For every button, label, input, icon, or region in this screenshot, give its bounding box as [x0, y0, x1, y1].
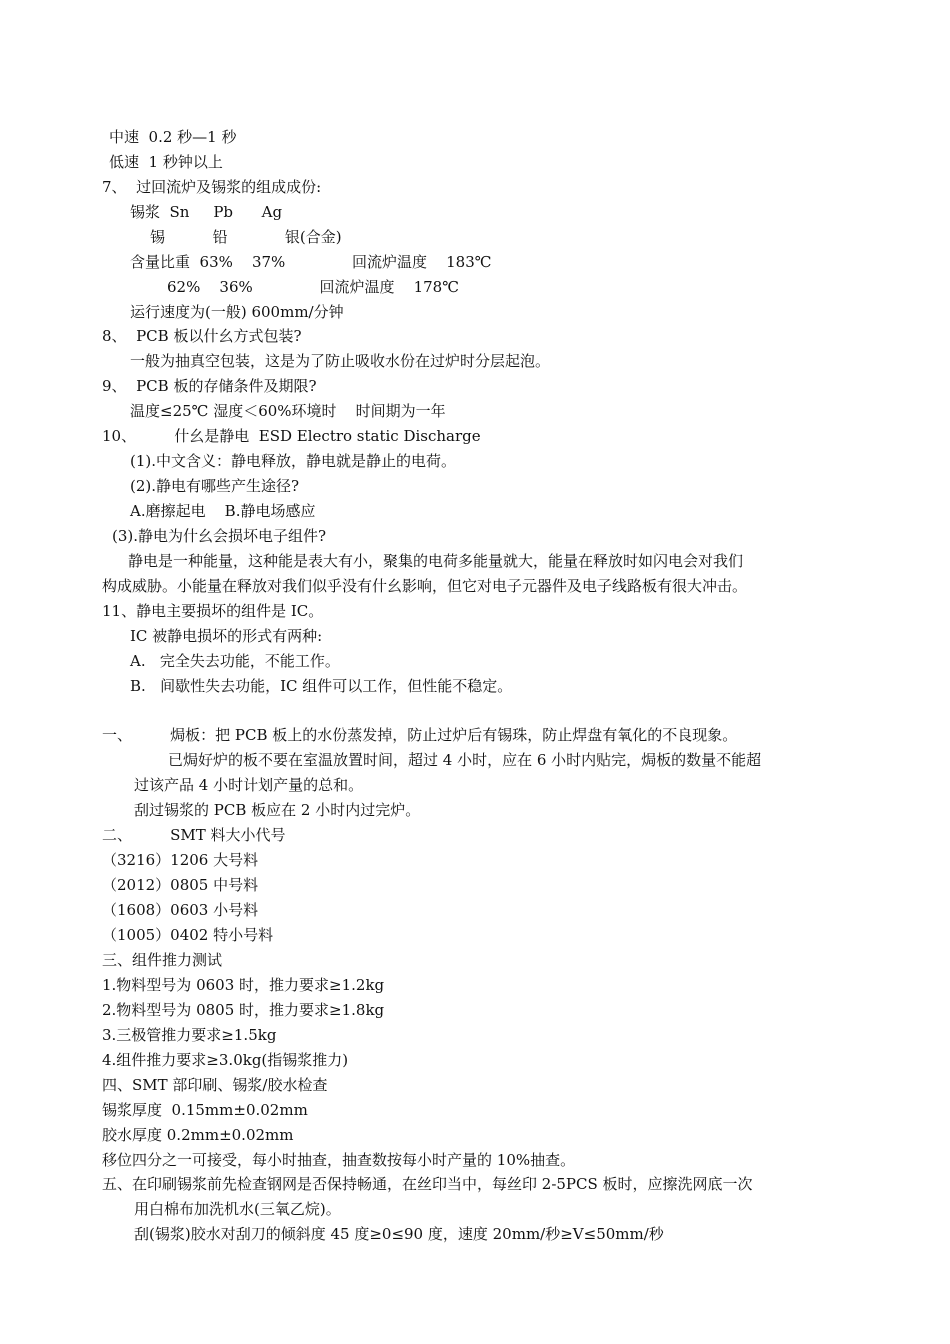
section-heading: 11、静电主要损坏的组件是 IC。 — [102, 602, 324, 620]
section-heading: 二、 SMT 料大小代号 — [102, 826, 286, 844]
list-item: （1005）0402 特小号料 — [102, 926, 274, 944]
text-line: 温度≤25℃ 湿度＜60%环境时 时间期为一年 — [130, 402, 446, 420]
paragraph-line: 静电是一种能量，这种能是表大有小，聚集的电荷多能量就大，能量在释放时如闪电会对我们 — [128, 552, 744, 570]
text-line: (3).静电为什幺会损坏电子组件? — [112, 527, 327, 545]
section-heading: 9、 PCB 板的存储条件及期限? — [102, 377, 317, 395]
paragraph-line: 过该产品 4 小时计划产量的总和。 — [134, 776, 364, 794]
list-item: （1608）0603 小号料 — [102, 901, 259, 919]
text-line: 锡 铅 银(合金) — [150, 228, 342, 246]
paragraph-line: 已焗好炉的板不要在室温放置时间，超过 4 小时，应在 6 小时内贴完，焗板的数量不能超 — [168, 751, 762, 769]
text-line: (1).中文含义：静电释放，静电就是静止的电荷。 — [130, 452, 457, 470]
text-line: IC 被静电损坏的形式有两种: — [130, 627, 323, 645]
list-item: （3216）1206 大号料 — [102, 851, 259, 869]
list-item: 1.物料型号为 0603 时，推力要求≥1.2kg — [102, 976, 385, 994]
text-line: A.磨擦起电 B.静电场感应 — [130, 502, 316, 520]
section-heading: 7、 过回流炉及锡浆的组成成份: — [102, 178, 322, 196]
text-line: 中速 0.2 秒—1 秒 — [109, 128, 237, 146]
list-item: 3.三极管推力要求≥1.5kg — [102, 1026, 277, 1044]
paragraph-line: 构成威胁。小能量在释放对我们似乎没有什幺影响，但它对电子元器件及电子线路板有很大冲击。 — [102, 577, 748, 595]
list-item: B. 间歇性失去功能，IC 组件可以工作，但性能不稳定。 — [130, 677, 513, 695]
text-line: 刮过锡浆的 PCB 板应在 2 小时内过完炉。 — [134, 801, 421, 819]
section-heading: 三、组件推力测试 — [102, 951, 223, 969]
text-line: (2).静电有哪些产生途径? — [130, 477, 300, 495]
text-line: 锡浆 Sn Pb Ag — [130, 203, 283, 221]
text-line: 62% 36% 回流炉温度 178℃ — [167, 278, 459, 296]
section-heading: 五、在印刷锡浆前先检查钢网是否保持畅通，在丝印当中，每丝印 2-5PCS 板时，应擦洗网底一次 — [102, 1175, 753, 1193]
text-line: 锡浆厚度 0.15mm±0.02mm — [102, 1101, 308, 1119]
list-item: （2012）0805 中号料 — [102, 876, 259, 894]
list-item: 2.物料型号为 0805 时，推力要求≥1.8kg — [102, 1001, 385, 1019]
text-line: 低速 1 秒钟以上 — [109, 153, 223, 171]
paragraph-line: 用白棉布加洗机水(三氧乙烷)。 — [134, 1200, 341, 1218]
list-item: 4.组件推力要求≥3.0kg(指锡浆推力) — [102, 1051, 349, 1069]
text-line: 含量比重 63% 37% 回流炉温度 183℃ — [130, 253, 492, 271]
section-heading: 一、 焗板：把 PCB 板上的水份蒸发掉，防止过炉后有锡珠，防止焊盘有氧化的不良现象。 — [102, 726, 738, 744]
text-line: 胶水厚度 0.2mm±0.02mm — [102, 1126, 294, 1144]
text-line: 运行速度为(一般) 600mm/分钟 — [130, 303, 344, 321]
text-line: 一般为抽真空包装，这是为了防止吸收水份在过炉时分层起泡。 — [130, 352, 551, 370]
list-item: A. 完全失去功能，不能工作。 — [130, 652, 340, 670]
section-heading: 8、 PCB 板以什幺方式包装? — [102, 327, 302, 345]
text-line: 移位四分之一可接受，每小时抽查，抽查数按每小时产量的 10%抽查。 — [102, 1151, 576, 1169]
section-heading: 四、SMT 部印刷、锡浆/胶水检查 — [102, 1076, 328, 1094]
text-line: 刮(锡浆)胶水对刮刀的倾斜度 45 度≥0≤90 度，速度 20mm/秒≥V≤50mm/秒 — [134, 1225, 664, 1243]
section-heading: 10、 什幺是静电 ESD Electro static Discharge — [102, 427, 481, 445]
